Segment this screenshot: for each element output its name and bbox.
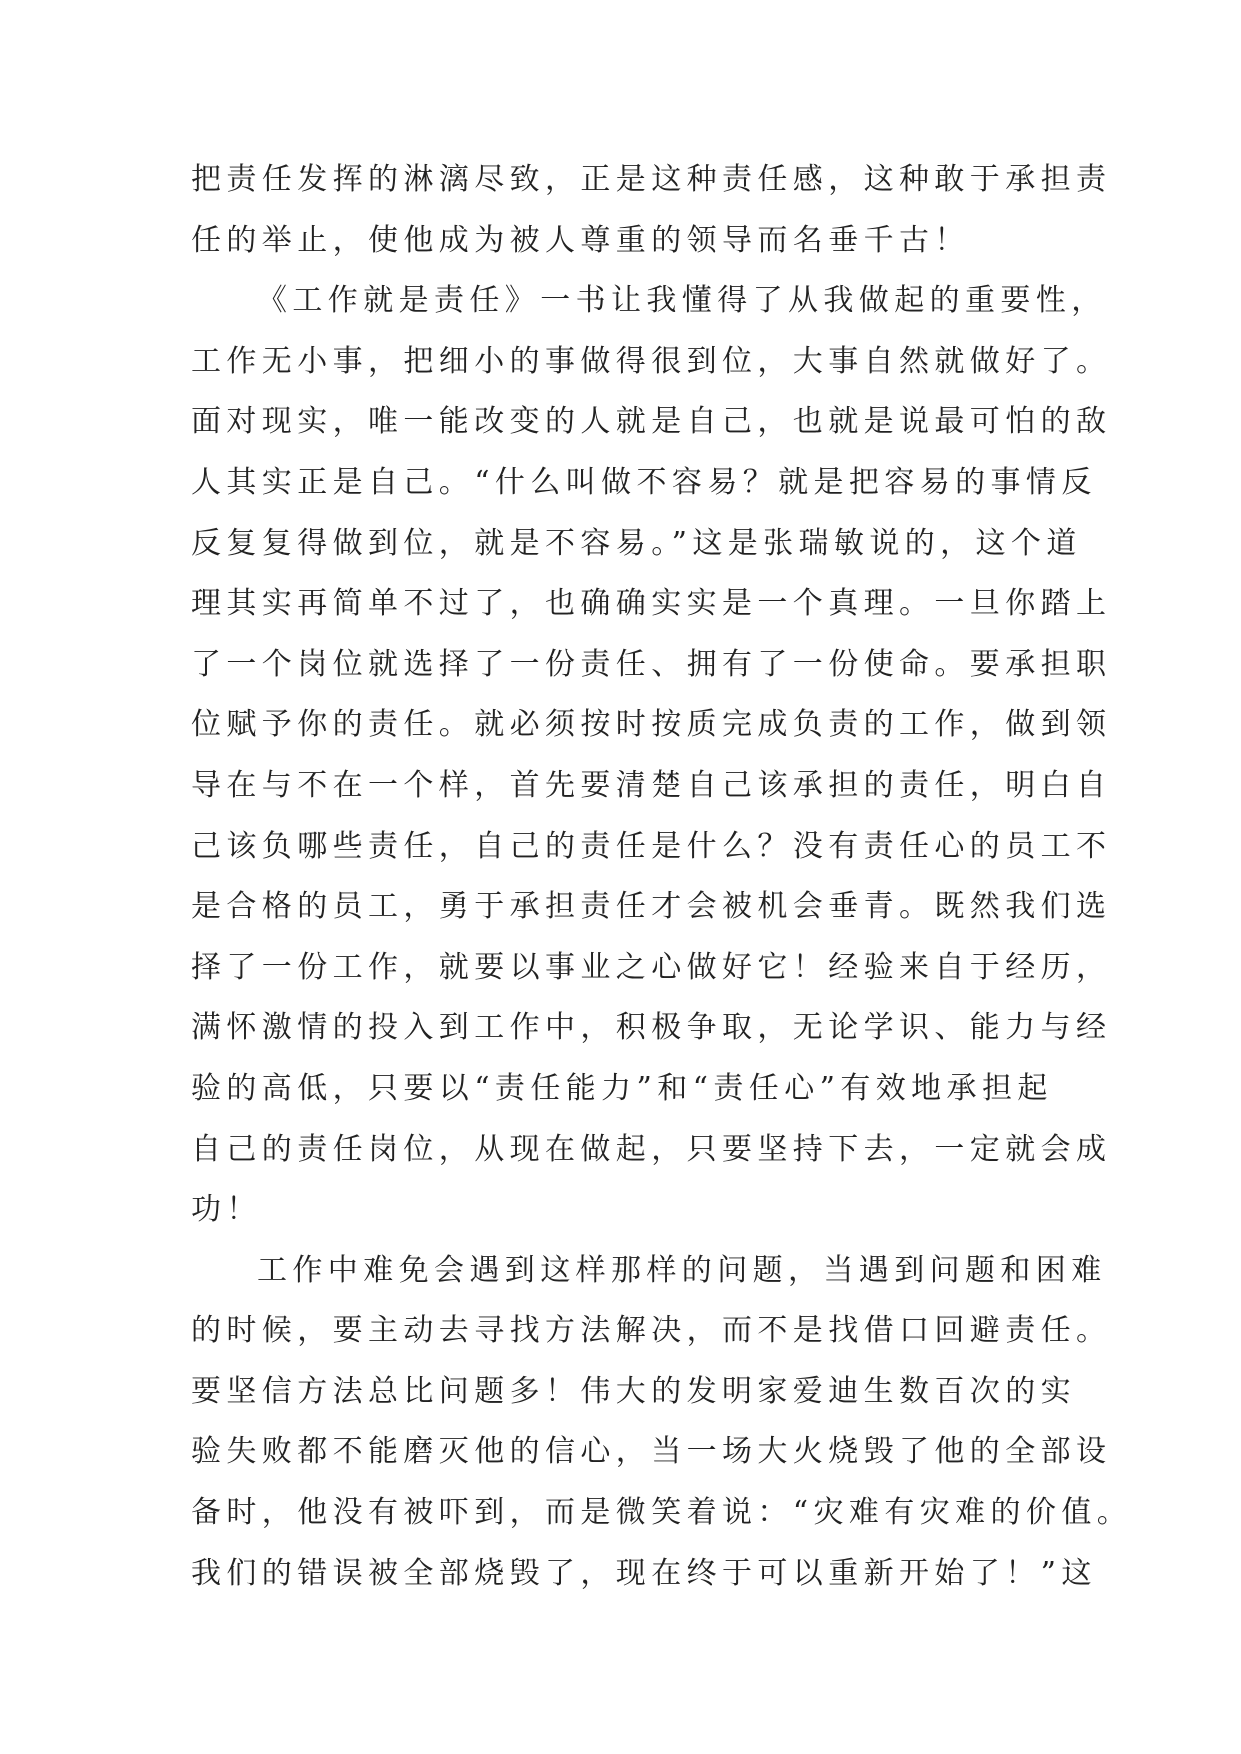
text-line: 择了一份工作，就要以事业之心做好它！经验来自于经历， [191, 949, 1112, 985]
text-line: 验失败都不能磨灭他的信心，当一场大火烧毁了他的全部设 [191, 1434, 1112, 1470]
text-line: 理其实再简单不过了，也确确实实是一个真理。一旦你踏上 [191, 586, 1112, 622]
text-line: 位赋予你的责任。就必须按时按质完成负责的工作，做到领 [191, 707, 1112, 743]
body-text [191, 150, 1133, 1604]
text-line: 功！ [191, 1192, 262, 1228]
text-line: 验的高低，只要以“责任能力”和“责任心”有效地承担起 [191, 1070, 1053, 1106]
text-line: 了一个岗位就选择了一份责任、拥有了一份使命。要承担职 [191, 646, 1112, 682]
text-line: 是合格的员工，勇于承担责任才会被机会垂青。既然我们选 [191, 889, 1112, 925]
text-line: 自己的责任岗位，从现在做起，只要坚持下去，一定就会成 [191, 1131, 1112, 1167]
text-line: 把责任发挥的淋漓尽致，正是这种责任感，这种敢于承担责 [191, 162, 1112, 197]
text-line: 我们的错误被全部烧毁了，现在终于可以重新开始了！”这 [191, 1555, 1097, 1591]
text-line: 要坚信方法总比问题多！伟大的发明家爱迪生数百次的实 [191, 1373, 1076, 1409]
text-line: 任的举止，使他成为被人尊重的领导而名垂千古！ [191, 222, 970, 258]
text-line: 备时，他没有被吓到，而是微笑着说：“灾难有灾难的价值。 [191, 1495, 1133, 1531]
text-line: 反复复得做到位，就是不容易。”这是张瑞敏说的，这个道 [191, 525, 1082, 561]
text-line: 工作无小事，把细小的事做得很到位，大事自然就做好了。 [191, 343, 1112, 379]
text-line: 导在与不在一个样，首先要清楚自己该承担的责任，明白自 [191, 767, 1112, 803]
text-line: 己该负哪些责任，自己的责任是什么？没有责任心的员工不 [191, 828, 1112, 864]
paragraph-start-line: 《工作就是责任》一书让我懂得了从我做起的重要性， [257, 283, 1107, 319]
text-line: 满怀激情的投入到工作中，积极争取，无论学识、能力与经 [191, 1010, 1112, 1046]
paragraph-start-line: 工作中难免会遇到这样那样的问题，当遇到问题和困难 [257, 1252, 1107, 1288]
text-line: 人其实正是自己。“什么叫做不容易？就是把容易的事情反 [191, 464, 1097, 500]
text-line: 的时候，要主动去寻找方法解决，而不是找借口回避责任。 [191, 1313, 1112, 1349]
text-line: 面对现实，唯一能改变的人就是自己，也就是说最可怕的敌 [191, 404, 1112, 440]
